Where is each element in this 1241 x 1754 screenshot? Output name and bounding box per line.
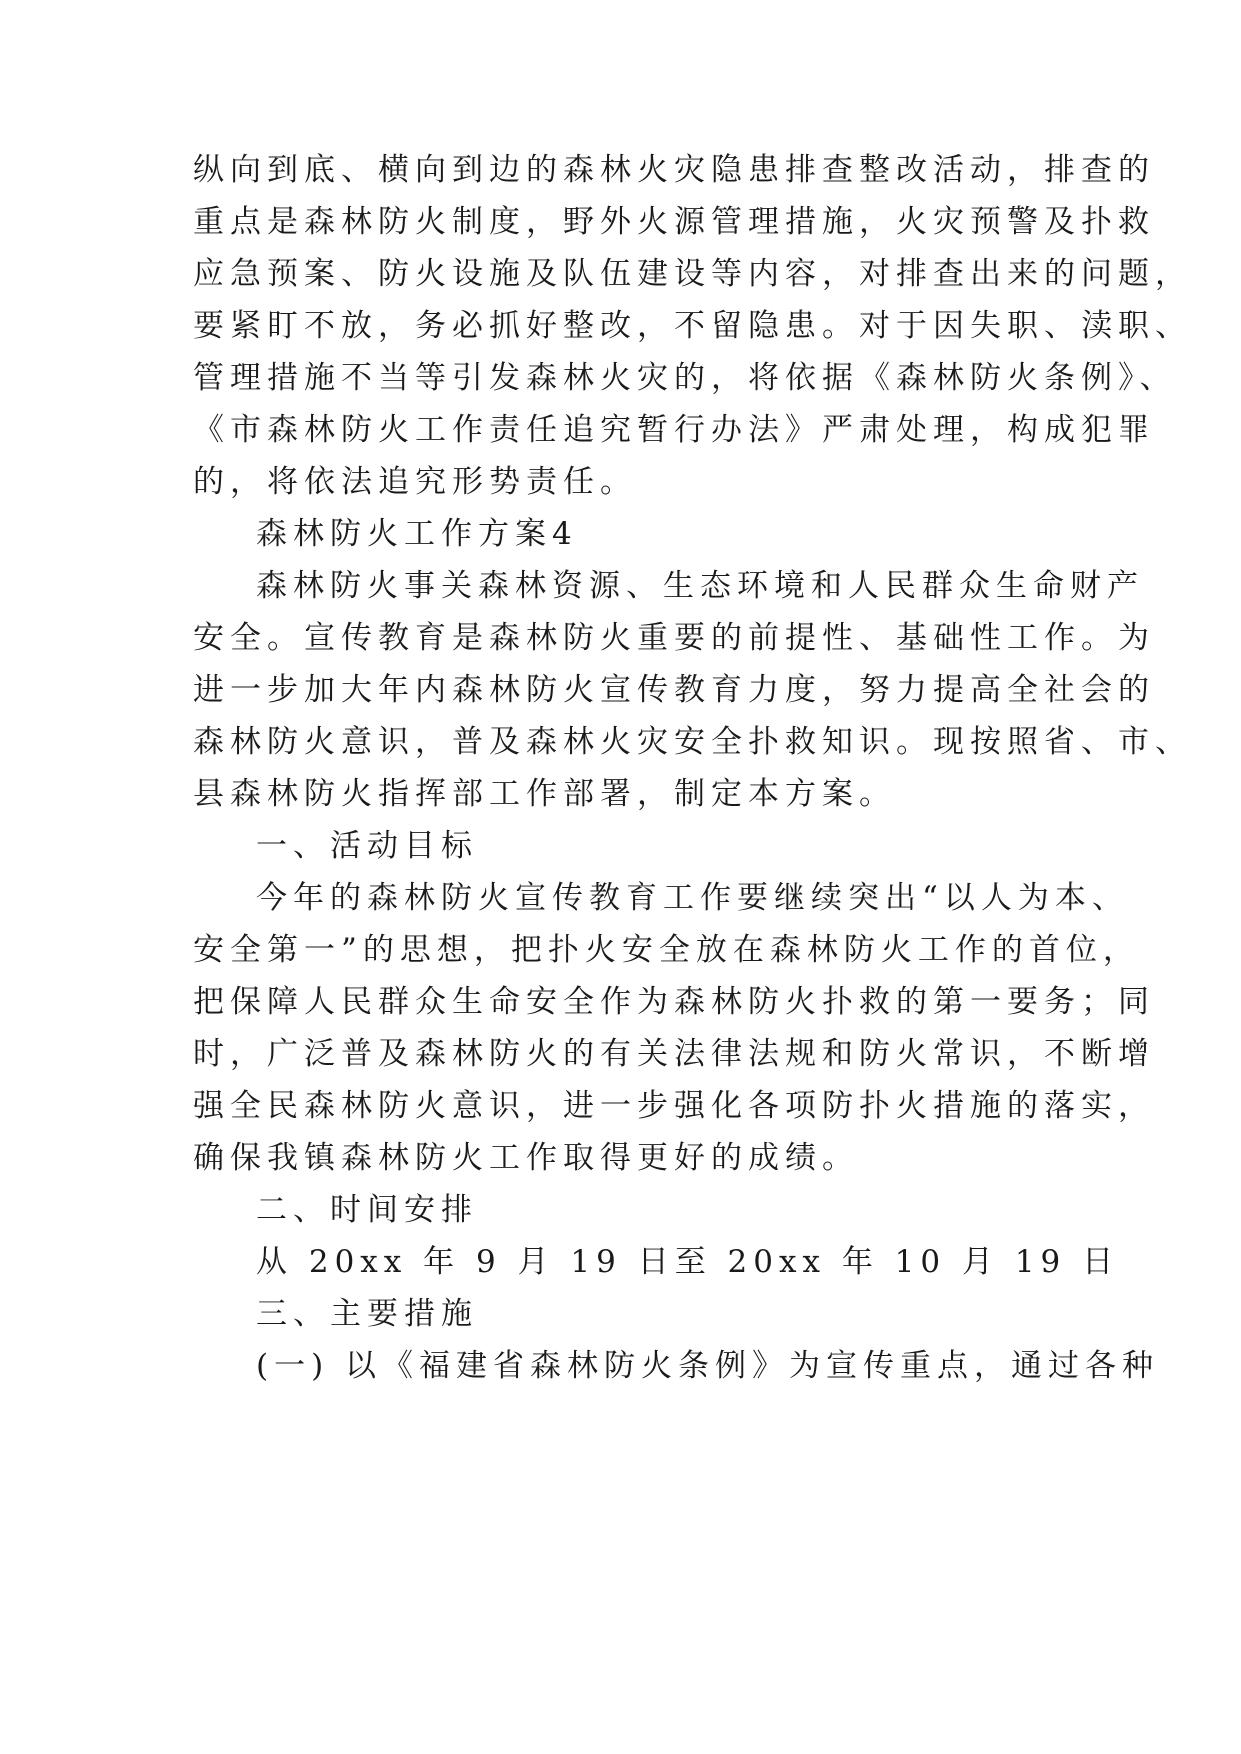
paragraph-line: 应急预案、防火设施及队伍建设等内容，对排查出来的问题， <box>193 256 1192 292</box>
paragraph-line: 要紧盯不放，务必抓好整改，不留隐患。对于因失职、渎职、 <box>193 308 1192 344</box>
paragraph-line: 时，广泛普及森林防火的有关法律法规和防火常识，不断增 <box>193 1036 1155 1072</box>
paragraph-line: 今年的森林防火宣传教育工作要继续突出“以人为本、 <box>256 880 1129 916</box>
paragraph-line: 的，将依法追究形势责任。 <box>193 464 637 500</box>
paragraph-line: 县森林防火指挥部工作部署，制定本方案。 <box>193 776 896 812</box>
section-heading: 一、活动目标 <box>256 828 478 864</box>
paragraph-line: 强全民森林防火意识，进一步强化各项防扑火措施的落实， <box>193 1088 1155 1124</box>
section-heading: 三、主要措施 <box>256 1296 478 1332</box>
paragraph-line: 安全。宣传教育是森林防火重要的前提性、基础性工作。为 <box>193 620 1155 656</box>
paragraph-line: 《市森林防火工作责任追究暂行办法》严肃处理，构成犯罪 <box>193 412 1155 448</box>
paragraph-line: 确保我镇森林防火工作取得更好的成绩。 <box>193 1140 859 1176</box>
paragraph-line: 从 20xx 年 9 月 19 日至 20xx 年 10 月 19 日 <box>256 1244 1120 1280</box>
paragraph-line: 纵向到底、横向到边的森林火灾隐患排查整改活动，排查的 <box>193 152 1155 188</box>
paragraph-line: 管理措施不当等引发森林火灾的，将依据《森林防火条例》、 <box>193 360 1177 396</box>
paragraph-line: 森林防火事关森林资源、生态环境和人民群众生命财产 <box>256 568 1144 604</box>
paragraph-line: 把保障人民群众生命安全作为森林防火扑救的第一要务；同 <box>193 984 1155 1020</box>
section-heading: 二、时间安排 <box>256 1192 478 1228</box>
paragraph-line: 进一步加大年内森林防火宣传教育力度，努力提高全社会的 <box>193 672 1155 708</box>
paragraph-line: (一) 以《福建省森林防火条例》为宣传重点，通过各种 <box>256 1348 1160 1384</box>
paragraph-line: 森林防火意识，普及森林火灾安全扑救知识。现按照省、市、 <box>193 724 1192 760</box>
paragraph-line: 重点是森林防火制度，野外火源管理措施，火灾预警及扑救 <box>193 204 1155 240</box>
section-heading: 森林防火工作方案4 <box>256 516 578 552</box>
paragraph-line: 安全第一”的思想，把扑火安全放在森林防火工作的首位， <box>193 932 1140 968</box>
